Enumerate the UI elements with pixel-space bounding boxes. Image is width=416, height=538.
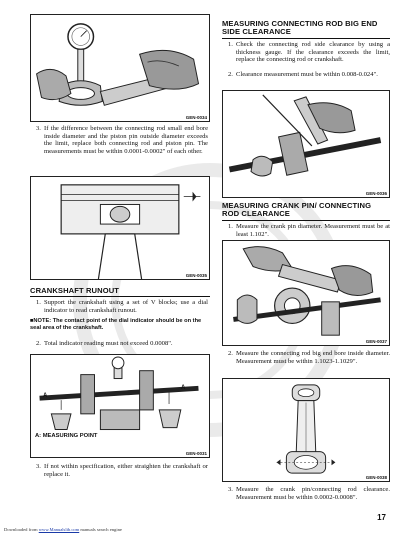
step-number: 3. bbox=[36, 463, 41, 470]
heading-rule bbox=[222, 38, 390, 39]
big-end-clearance-illustration bbox=[223, 91, 389, 197]
step-3-straighten-crankshaft bbox=[36, 463, 208, 478]
step-text: If not within specification, either straighten the crankshaft or replace it. bbox=[44, 463, 208, 478]
page-number: 17 bbox=[377, 513, 386, 522]
step-number: 2. bbox=[36, 340, 41, 347]
step-number: 3. bbox=[228, 486, 233, 493]
footer-suffix: manuals search engine bbox=[79, 527, 122, 532]
figure-connecting-rod bbox=[222, 378, 390, 482]
footer-link[interactable]: www.Manualslib.com bbox=[38, 527, 80, 532]
label-a-right: A bbox=[181, 385, 186, 391]
step-text: Measure the crank pin diameter. Measurement must be at least 1.102". bbox=[236, 223, 390, 238]
step-2-clearance-range bbox=[228, 71, 390, 79]
heading-crankshaft-runout: CRANKSHAFT RUNOUT bbox=[30, 286, 120, 295]
step-text: Measure the crank pin/connecting rod clearance. Measurement must be within 0.0002-0.0008". bbox=[236, 486, 390, 501]
step-number: 2. bbox=[228, 71, 233, 78]
step-2-big-end-bore bbox=[228, 350, 390, 365]
connecting-rod-illustration bbox=[223, 379, 389, 481]
figure-code: GEN-0037 bbox=[365, 339, 387, 344]
step-text: Check the connecting rod side clearance by using a thickness gauge. If the clearance exceeds the limit, replace the connecting rod or crankshaft. bbox=[236, 41, 390, 64]
step-1-crank-pin-diameter bbox=[228, 223, 390, 238]
step-1-support-crankshaft bbox=[36, 299, 208, 314]
step-3-bore-difference bbox=[36, 125, 208, 155]
figure-big-end-clearance bbox=[222, 90, 390, 198]
figure-code: GEN-0031 bbox=[185, 451, 207, 456]
step-text: If the difference between the connecting rod small end bore inside diameter and the piston pin outside diameter exceeds the limit, replace both connecting rod and piston pin. The measurements must be within 0.0001-0.0002" of each other. bbox=[44, 125, 208, 155]
crankshaft-runout-illustration bbox=[31, 355, 209, 457]
bore-gauge-illustration bbox=[31, 15, 209, 121]
download-footer bbox=[4, 527, 122, 532]
figure-code: GEN-0034 bbox=[185, 115, 207, 120]
note-contact-point: ■NOTE: The contact point of the dial indicator should be on the seal area of the crankshaft. bbox=[30, 318, 202, 331]
label-a-left: A bbox=[43, 393, 48, 399]
step-number: 1. bbox=[36, 299, 41, 306]
figure-caption-measuring-point: A: MEASURING POINT bbox=[35, 433, 98, 439]
step-text: Support the crankshaft using a set of V blocks; use a dial indicator to read crankshaft runout. bbox=[44, 299, 208, 314]
step-3-crank-pin-clearance bbox=[228, 486, 390, 501]
step-number: 2. bbox=[228, 350, 233, 357]
step-2-indicator-reading bbox=[36, 340, 208, 348]
heading-rule bbox=[30, 296, 210, 297]
step-1-thickness-gauge bbox=[228, 41, 390, 64]
figure-code: GEN-0036 bbox=[365, 191, 387, 196]
step-number: 3. bbox=[36, 125, 41, 132]
figure-piston bbox=[30, 176, 210, 280]
figure-crankshaft-runout bbox=[30, 354, 210, 458]
heading-crank-pin-clearance: MEASURING CRANK PIN/ CONNECTING ROD CLEARANCE bbox=[222, 201, 372, 219]
heading-rule bbox=[222, 220, 390, 221]
crank-pin-micrometer-illustration bbox=[223, 241, 389, 345]
step-number: 1. bbox=[228, 223, 233, 230]
step-text: Total indicator reading must not exceed 0.0008". bbox=[44, 340, 173, 347]
step-number: 1. bbox=[228, 41, 233, 48]
piston-illustration bbox=[31, 177, 209, 279]
figure-code: GEN-0035 bbox=[185, 273, 207, 278]
step-text: Clearance measurement must be within 0.008-0.024". bbox=[236, 71, 378, 78]
figure-bore-gauge bbox=[30, 14, 210, 122]
step-text: Measure the connecting rod big end bore inside diameter. Measurement must be within 1.1023-1.1029". bbox=[236, 350, 390, 365]
heading-big-end-side-clearance: MEASURING CONNECTING ROD BIG END SIDE CLEARANCE bbox=[222, 19, 378, 37]
figure-code: GEN-0038 bbox=[365, 475, 387, 480]
figure-crank-pin-micrometer bbox=[222, 240, 390, 346]
footer-prefix: Downloaded from bbox=[4, 527, 39, 532]
